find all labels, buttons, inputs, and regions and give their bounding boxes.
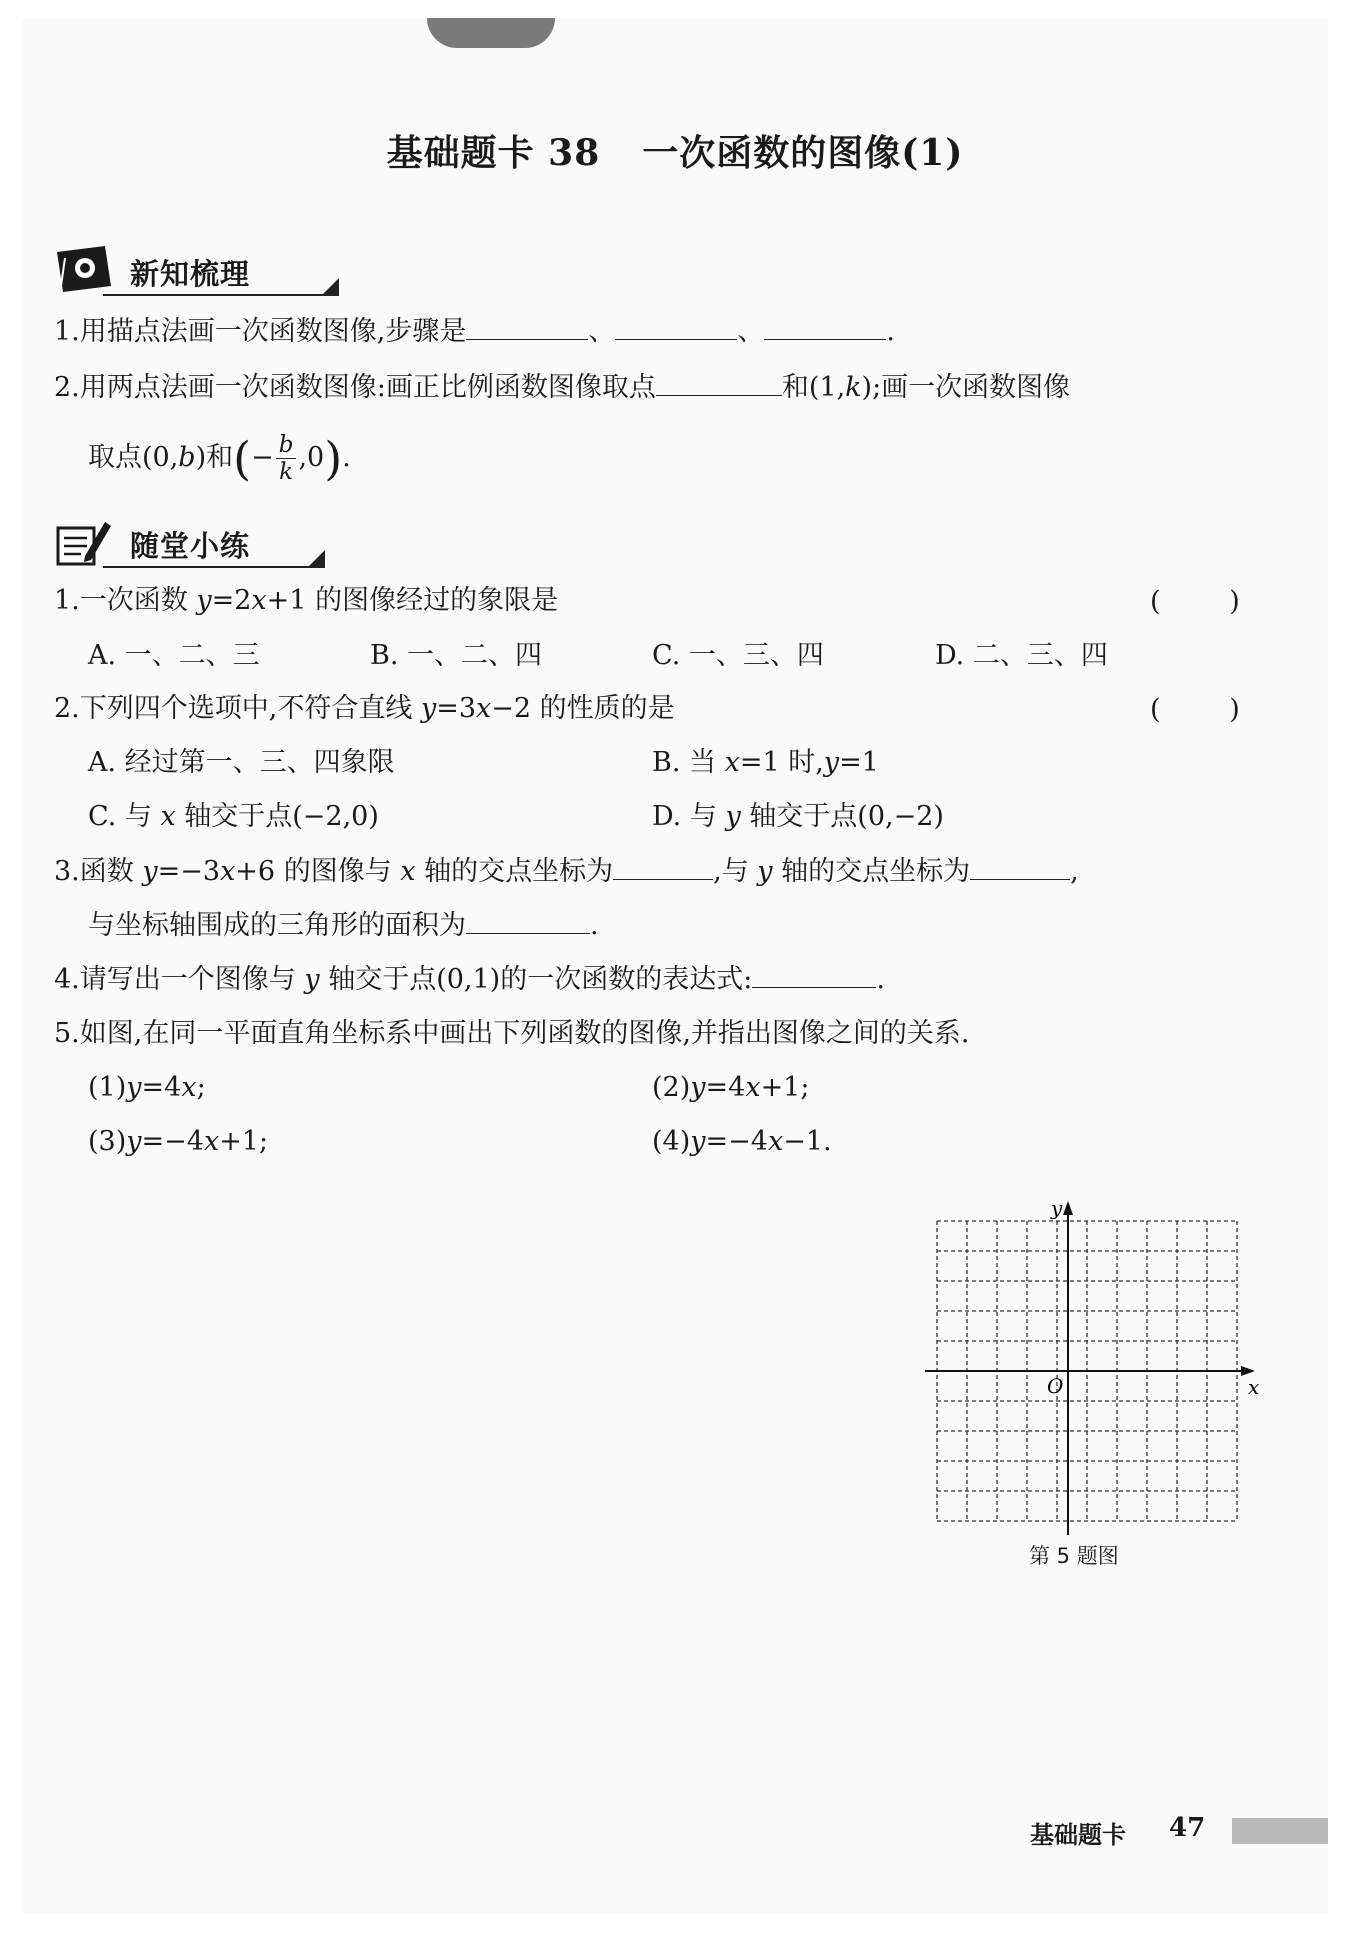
practice-question-4: 4.请写出一个图像与 y 轴交于点(0,1)的一次函数的表达式: . — [54, 964, 885, 995]
knowledge-question-2-cont: 取点(0,b)和(− $\frac{b}{k}$ ,0). — [88, 431, 351, 486]
origin-label: O — [1047, 1374, 1064, 1398]
practice-q2-option-c[interactable]: C. 与 x 轴交于点(−2,0) — [88, 801, 379, 832]
practice-q2-option-a[interactable]: A. 经过第一、三、四象限 — [88, 747, 395, 778]
practice-question-5: 5.如图,在同一平面直角坐标系中画出下列函数的图像,并指出图像之间的关系. — [54, 1018, 970, 1049]
section-header-new-knowledge — [55, 246, 355, 296]
section-title: 新知梳理 — [130, 257, 251, 291]
function-item-4: (4)y=−4x−1. — [652, 1126, 832, 1157]
practice-question-3: 3.函数 y=−3x+6 的图像与 x 轴的交点坐标为 ,与 y 轴的交点坐标为 , — [54, 856, 1079, 887]
page-title — [22, 125, 1328, 176]
practice-q2-option-d[interactable]: D. 与 y 轴交于点(0,−2) — [652, 801, 944, 832]
page-number: 47 — [1169, 1813, 1206, 1843]
y-axis-label: y — [1051, 1196, 1063, 1220]
figure-caption: 第 5 题图 — [1029, 1544, 1119, 1568]
camera-card-icon — [55, 246, 125, 296]
section-header-practice — [55, 518, 345, 568]
practice-question-2: 2.下列四个选项中,不符合直线 y=3x−2 的性质的是 — [54, 693, 675, 724]
footer-label: 基础题卡 — [1030, 1821, 1126, 1849]
coordinate-grid-figure — [925, 1193, 1265, 1542]
practice-q2-option-b[interactable]: B. 当 x=1 时,y=1 — [652, 747, 879, 778]
notebook-pencil-icon — [55, 518, 115, 568]
x-axis-label: x — [1248, 1375, 1260, 1399]
function-item-1: (1)y=4x; — [88, 1072, 206, 1103]
answer-blank[interactable] — [613, 855, 713, 880]
function-item-3: (3)y=−4x+1; — [88, 1126, 269, 1157]
knowledge-question-1: 1.用描点法画一次函数图像,步骤是 、 、 . — [54, 316, 895, 347]
practice-question-1: 1.一次函数 y=2x+1 的图像经过的象限是 — [54, 585, 559, 616]
coordinate-grid — [925, 1193, 1265, 1538]
practice-q1-option-b[interactable]: B. 一、二、四 — [370, 640, 543, 671]
section-title: 随堂小练 — [130, 529, 251, 563]
answer-bracket-1[interactable]: ( ) — [1150, 586, 1240, 617]
practice-q1-option-d[interactable]: D. 二、三、四 — [935, 640, 1108, 671]
title-card-number: 基础题卡 38 — [386, 132, 601, 174]
title-topic: 一次函数的图像(1) — [642, 132, 964, 174]
page — [22, 18, 1328, 1913]
page-tab-decoration — [427, 18, 555, 48]
answer-blank[interactable] — [466, 909, 590, 934]
y-axis-arrow-icon — [1063, 1201, 1073, 1215]
practice-q1-option-c[interactable]: C. 一、三、四 — [652, 640, 824, 671]
answer-blank[interactable] — [752, 963, 876, 988]
answer-blank[interactable] — [970, 855, 1070, 880]
function-item-2: (2)y=4x+1; — [652, 1072, 810, 1103]
knowledge-question-2: 2.用两点法画一次函数图像:画正比例函数图像取点 和(1,k);画一次函数图像 — [54, 372, 1071, 403]
answer-bracket-2[interactable]: ( ) — [1150, 694, 1240, 725]
practice-question-3-cont: 与坐标轴围成的三角形的面积为 . — [88, 910, 599, 941]
footer-bar-decoration — [1232, 1818, 1328, 1844]
practice-q1-option-a[interactable]: A. 一、二、三 — [88, 640, 260, 671]
fraction-b-over-k: $\frac{b}{k}$ — [276, 432, 297, 485]
